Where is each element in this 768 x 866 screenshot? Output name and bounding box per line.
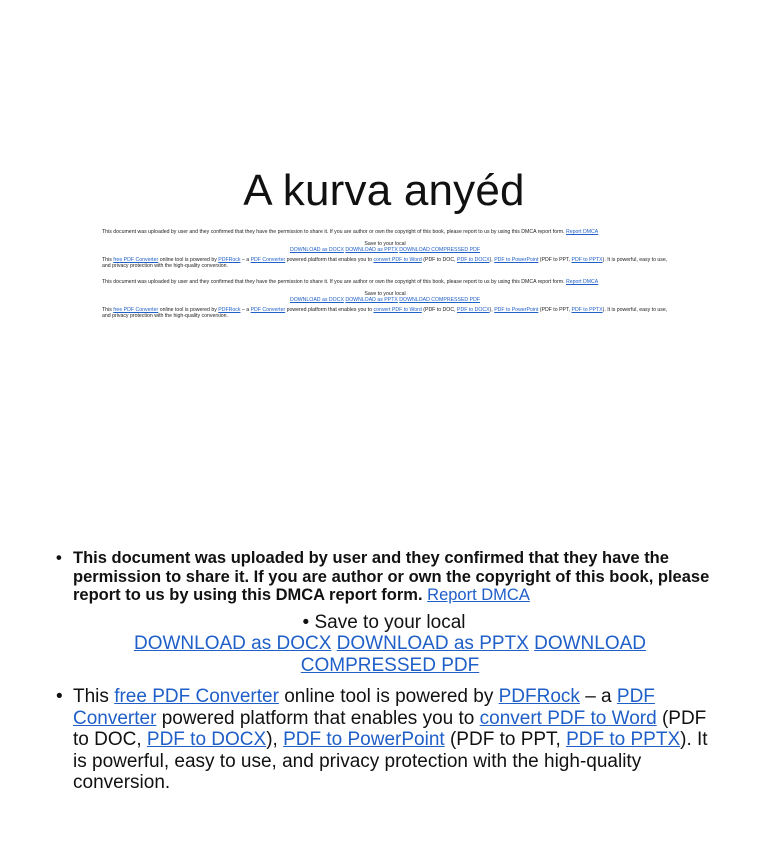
tiny-converter-text: powered platform that enables you to — [286, 257, 372, 263]
tiny-converter-text: – a — [241, 257, 250, 263]
tiny-converter-text: – a — [241, 307, 250, 313]
tiny-converter-text: (PDF to PPT, — [539, 257, 571, 263]
tiny-download-pptx-link[interactable]: DOWNLOAD as PPTX — [345, 247, 398, 253]
tiny-converter-text: (PDF to DOC, — [423, 307, 456, 313]
converter-text: powered platform that enables you to — [161, 707, 475, 729]
tiny-convert-pdf-word-link[interactable]: convert PDF to Word — [373, 257, 422, 263]
tiny-pdfrock-link[interactable]: PDFRock — [218, 307, 241, 313]
converter-text: – a — [585, 686, 612, 707]
tiny-notice-text: This document was uploaded by user and they confirmed that they have the permission to share it. If you are author or own the copyright of this book, please report to us by using this DMCA report form. — [102, 279, 565, 285]
tiny-notice-text: This document was uploaded by user and they confirmed that they have the permission to share it. If you are author or own the copyright of this book, please report to us by using this DMCA report form. — [102, 229, 565, 235]
free-pdf-converter-link[interactable]: free PDF Converter — [114, 686, 279, 707]
tiny-convert-pdf-word-link[interactable]: convert PDF to Word — [373, 307, 422, 313]
converter-text: ). It is powerful, easy to use, and privacy protection with the high-quality conversion. — [73, 729, 708, 793]
tiny-pdf-to-pptx-link[interactable]: PDF to PPTX — [571, 307, 603, 313]
convert-pdf-word-link[interactable]: convert PDF to Word — [479, 707, 657, 729]
tiny-pdf-to-docx-link[interactable]: PDF to DOCX — [456, 257, 490, 263]
tiny-download-compressed-link[interactable]: DOWNLOAD COMPRESSED PDF — [399, 297, 480, 303]
bullet-icon: • — [56, 686, 63, 707]
tiny-download-line — [102, 297, 668, 303]
tiny-converter-text: ). It is powerful, easy to use, and privacy protection with the high-quality conversion. — [102, 307, 668, 319]
tiny-pdf-to-docx-link[interactable]: PDF to DOCX — [456, 307, 490, 313]
download-pptx-link[interactable]: DOWNLOAD as PPTX — [336, 633, 529, 654]
tiny-pdfrock-link[interactable]: PDFRock — [218, 257, 241, 263]
tiny-free-pdf-converter-link[interactable]: free PDF Converter — [113, 257, 159, 263]
tiny-converter-text: (PDF to PPT, — [539, 307, 571, 313]
tiny-save-line: Save to your local — [364, 241, 406, 247]
tiny-notice-block-2 — [102, 279, 668, 319]
tiny-free-pdf-converter-link[interactable]: free PDF Converter — [113, 307, 159, 313]
document-title: A kurva anyéd — [243, 166, 525, 215]
converter-text: online tool is powered by — [284, 686, 494, 707]
download-compressed-link[interactable]: DOWNLOAD COMPRESSED PDF — [300, 633, 647, 676]
tiny-converter-text: (PDF to DOC, — [423, 257, 456, 263]
bullet-icon: • — [56, 549, 62, 567]
tiny-pdf-to-powerpoint-link[interactable]: PDF to PowerPoint — [494, 257, 539, 263]
tiny-notice-line — [102, 229, 668, 235]
tiny-converter-text: online tool is powered by — [159, 257, 217, 263]
pdf-to-docx-link[interactable]: PDF to DOCX — [146, 729, 267, 750]
tiny-converter-paragraph — [102, 257, 668, 269]
tiny-report-dmca-link[interactable]: Report DMCA — [565, 229, 599, 235]
notice-bullet-content — [73, 549, 716, 605]
tiny-pdf-converter-link[interactable]: PDF Converter — [250, 307, 286, 313]
tiny-notice-line — [102, 279, 668, 285]
pdf-converter-link[interactable]: PDF Converter — [73, 686, 655, 729]
converter-text: ), — [266, 729, 278, 750]
bullet-icon: • — [302, 612, 310, 633]
converter-bullet — [56, 686, 716, 794]
save-line — [0, 612, 768, 634]
download-links — [110, 633, 670, 677]
converter-text: (PDF to DOC, — [73, 707, 707, 750]
tiny-converter-text: This — [102, 257, 112, 263]
tiny-pdf-to-powerpoint-link[interactable]: PDF to PowerPoint — [494, 307, 539, 313]
tiny-converter-text: ). It is powerful, easy to use, and privacy protection with the high-quality conversion. — [102, 257, 668, 269]
pdf-to-powerpoint-link[interactable]: PDF to PowerPoint — [283, 729, 445, 750]
converter-text: This — [73, 686, 109, 707]
tiny-download-compressed-link[interactable]: DOWNLOAD COMPRESSED PDF — [399, 247, 480, 253]
save-text: Save to your local — [314, 612, 466, 633]
notice-bullet — [56, 549, 716, 605]
report-dmca-link[interactable]: Report DMCA — [427, 586, 530, 604]
tiny-download-docx-link[interactable]: DOWNLOAD as DOCX — [290, 247, 344, 253]
tiny-pdf-converter-link[interactable]: PDF Converter — [250, 257, 286, 263]
tiny-converter-text: This — [102, 307, 112, 313]
tiny-converter-text: ), — [489, 257, 493, 263]
tiny-converter-paragraph — [102, 307, 668, 319]
tiny-download-line — [102, 247, 668, 253]
notice-text: This document was uploaded by user and they confirmed that they have the permission to share it. If you are author or own the copyright of this book, please report to us by using this DMCA report form. — [73, 549, 710, 604]
converter-bullet-content — [73, 686, 716, 794]
tiny-converter-text: powered platform that enables you to — [286, 307, 372, 313]
pdfrock-link[interactable]: PDFRock — [498, 686, 580, 707]
converter-text: (PDF to PPT, — [449, 729, 561, 750]
tiny-download-pptx-link[interactable]: DOWNLOAD as PPTX — [345, 297, 398, 303]
tiny-converter-text: online tool is powered by — [159, 307, 217, 313]
tiny-download-docx-link[interactable]: DOWNLOAD as DOCX — [290, 297, 344, 303]
tiny-save-line: Save to your local — [364, 291, 406, 297]
tiny-report-dmca-link[interactable]: Report DMCA — [565, 279, 599, 285]
tiny-notice-block-1 — [102, 229, 668, 269]
download-docx-link[interactable]: DOWNLOAD as DOCX — [133, 633, 332, 654]
tiny-pdf-to-pptx-link[interactable]: PDF to PPTX — [571, 257, 603, 263]
tiny-converter-text: ), — [489, 307, 493, 313]
pdf-to-pptx-link[interactable]: PDF to PPTX — [566, 729, 681, 750]
